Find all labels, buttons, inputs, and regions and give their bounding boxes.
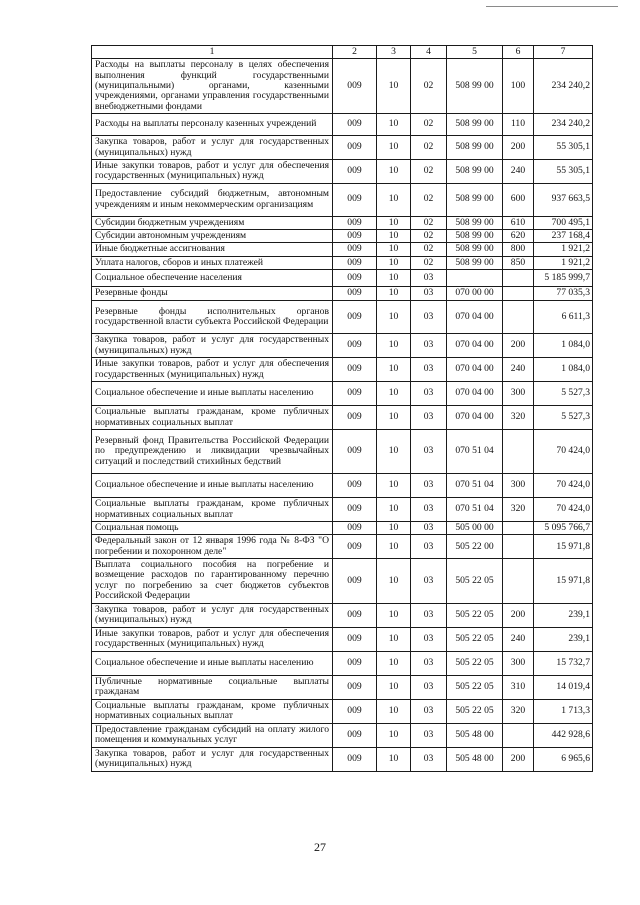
target-code: 505 22 00 [447, 535, 503, 559]
amount: 5 527,3 [534, 382, 593, 406]
expense-type-code: 240 [503, 159, 534, 183]
table-row [92, 301, 593, 334]
section-code: 10 [377, 723, 411, 747]
table-row [92, 159, 593, 183]
ministry-code: 009 [333, 382, 377, 406]
ministry-code: 009 [333, 535, 377, 559]
row-name: Иные закупки товаров, работ и услуг для обеспечения государственных (муниципальных) нужд [92, 358, 333, 382]
ministry-code: 009 [333, 675, 377, 699]
ministry-code: 009 [333, 59, 377, 114]
subsection-code: 03 [411, 301, 447, 334]
amount: 55 305,1 [534, 159, 593, 183]
ministry-code: 009 [333, 627, 377, 651]
ministry-code: 009 [333, 114, 377, 136]
table-row [92, 675, 593, 699]
subsection-code: 03 [411, 627, 447, 651]
expense-type-code [503, 522, 534, 535]
amount: 1 084,0 [534, 334, 593, 358]
expense-type-code: 320 [503, 699, 534, 723]
expense-type-code [503, 270, 534, 287]
amount: 1 921,2 [534, 243, 593, 256]
amount: 15 732,7 [534, 651, 593, 675]
section-code: 10 [377, 675, 411, 699]
section-code: 10 [377, 59, 411, 114]
target-code: 070 51 04 [447, 474, 503, 498]
subsection-code: 03 [411, 382, 447, 406]
row-name: Уплата налогов, сборов и иных платежей [92, 256, 333, 269]
subsection-code: 02 [411, 114, 447, 136]
ministry-code: 009 [333, 559, 377, 603]
section-code: 10 [377, 699, 411, 723]
row-name: Социальное обеспечение и иные выплаты населению [92, 382, 333, 406]
ministry-code: 009 [333, 723, 377, 747]
target-code: 070 04 00 [447, 382, 503, 406]
section-code: 10 [377, 406, 411, 430]
amount: 70 424,0 [534, 430, 593, 474]
target-code: 508 99 00 [447, 229, 503, 242]
expense-type-code: 320 [503, 498, 534, 522]
table-row [92, 114, 593, 136]
table-row [92, 256, 593, 269]
row-name: Социальное обеспечение населения [92, 270, 333, 287]
table-row [92, 334, 593, 358]
section-code: 10 [377, 243, 411, 256]
ministry-code: 009 [333, 498, 377, 522]
ministry-code: 009 [333, 406, 377, 430]
section-code: 10 [377, 559, 411, 603]
table-row [92, 474, 593, 498]
subsection-code: 03 [411, 699, 447, 723]
target-code: 070 00 00 [447, 287, 503, 301]
amount: 1 921,2 [534, 256, 593, 269]
amount: 239,1 [534, 627, 593, 651]
expense-type-code: 200 [503, 136, 534, 160]
row-name: Иные закупки товаров, работ и услуг для обеспечения государственных (муниципальных) нужд [92, 627, 333, 651]
row-name: Субсидии бюджетным учреждениям [92, 216, 333, 229]
section-code: 10 [377, 136, 411, 160]
section-code: 10 [377, 301, 411, 334]
table-row [92, 627, 593, 651]
ministry-code: 009 [333, 183, 377, 216]
ministry-code: 009 [333, 136, 377, 160]
target-code: 505 22 05 [447, 603, 503, 627]
ministry-code: 009 [333, 522, 377, 535]
expense-type-code: 200 [503, 747, 534, 771]
expense-type-code: 620 [503, 229, 534, 242]
ministry-code: 009 [333, 699, 377, 723]
amount: 70 424,0 [534, 474, 593, 498]
subsection-code: 02 [411, 243, 447, 256]
table-row [92, 183, 593, 216]
expense-type-code [503, 723, 534, 747]
top-rule [486, 6, 618, 7]
target-code: 508 99 00 [447, 114, 503, 136]
table-row [92, 498, 593, 522]
expense-type-code: 300 [503, 651, 534, 675]
table-row [92, 651, 593, 675]
expense-type-code: 310 [503, 675, 534, 699]
expense-type-code [503, 287, 534, 301]
subsection-code: 03 [411, 603, 447, 627]
section-code: 10 [377, 474, 411, 498]
table-row [92, 723, 593, 747]
amount: 1 713,3 [534, 699, 593, 723]
ministry-code: 009 [333, 216, 377, 229]
ministry-code: 009 [333, 243, 377, 256]
amount: 239,1 [534, 603, 593, 627]
subsection-code: 03 [411, 287, 447, 301]
row-name: Резервный фонд Правительства Российской Федерации по предупреждению и ликвидации чрезвычайных ситуаций и последствий стихийных бедствий [92, 430, 333, 474]
table-row [92, 358, 593, 382]
table-row [92, 699, 593, 723]
table-row [92, 287, 593, 301]
expense-type-code: 240 [503, 358, 534, 382]
table-row [92, 430, 593, 474]
subsection-code: 03 [411, 358, 447, 382]
table-row [92, 243, 593, 256]
subsection-code: 02 [411, 216, 447, 229]
table-row [92, 216, 593, 229]
subsection-code: 03 [411, 406, 447, 430]
subsection-code: 02 [411, 136, 447, 160]
subsection-code: 03 [411, 651, 447, 675]
target-code [447, 270, 503, 287]
row-name: Закупка товаров, работ и услуг для государственных (муниципальных) нужд [92, 747, 333, 771]
row-name: Закупка товаров, работ и услуг для государственных (муниципальных) нужд [92, 334, 333, 358]
ministry-code: 009 [333, 229, 377, 242]
expense-type-code [503, 430, 534, 474]
subsection-code: 02 [411, 59, 447, 114]
budget-table [91, 45, 593, 772]
target-code: 070 04 00 [447, 301, 503, 334]
amount: 15 971,8 [534, 559, 593, 603]
section-code: 10 [377, 287, 411, 301]
subsection-code: 03 [411, 535, 447, 559]
amount: 55 305,1 [534, 136, 593, 160]
header-row [92, 46, 593, 59]
target-code: 505 22 05 [447, 651, 503, 675]
section-code: 10 [377, 216, 411, 229]
ministry-code: 009 [333, 159, 377, 183]
expense-type-code: 850 [503, 256, 534, 269]
target-code: 508 99 00 [447, 183, 503, 216]
row-name: Социальное обеспечение и иные выплаты населению [92, 474, 333, 498]
row-name: Предоставление гражданам субсидий на оплату жилого помещения и коммунальных услуг [92, 723, 333, 747]
expense-type-code: 110 [503, 114, 534, 136]
expense-type-code: 300 [503, 382, 534, 406]
amount: 237 168,4 [534, 229, 593, 242]
row-name: Публичные нормативные социальные выплаты гражданам [92, 675, 333, 699]
column-number: 4 [411, 46, 447, 59]
amount: 700 495,1 [534, 216, 593, 229]
row-name: Социальные выплаты гражданам, кроме публичных нормативных социальных выплат [92, 498, 333, 522]
expense-type-code [503, 535, 534, 559]
row-name: Расходы на выплаты персоналу казенных учреждений [92, 114, 333, 136]
expense-type-code: 200 [503, 603, 534, 627]
table-row [92, 229, 593, 242]
target-code: 508 99 00 [447, 59, 503, 114]
table-row [92, 747, 593, 771]
ministry-code: 009 [333, 287, 377, 301]
subsection-code: 03 [411, 334, 447, 358]
amount: 14 019,4 [534, 675, 593, 699]
section-code: 10 [377, 159, 411, 183]
ministry-code: 009 [333, 358, 377, 382]
table-row [92, 406, 593, 430]
subsection-code: 03 [411, 270, 447, 287]
subsection-code: 02 [411, 229, 447, 242]
target-code: 505 22 05 [447, 559, 503, 603]
subsection-code: 03 [411, 474, 447, 498]
subsection-code: 02 [411, 159, 447, 183]
amount: 15 971,8 [534, 535, 593, 559]
row-name: Социальное обеспечение и иные выплаты населению [92, 651, 333, 675]
amount: 77 035,3 [534, 287, 593, 301]
table-row [92, 136, 593, 160]
subsection-code: 03 [411, 747, 447, 771]
target-code: 070 51 04 [447, 430, 503, 474]
row-name: Резервные фонды [92, 287, 333, 301]
row-name: Закупка товаров, работ и услуг для государственных (муниципальных) нужд [92, 136, 333, 160]
table-row [92, 559, 593, 603]
table-row [92, 382, 593, 406]
target-code: 508 99 00 [447, 216, 503, 229]
expense-type-code [503, 559, 534, 603]
section-code: 10 [377, 256, 411, 269]
section-code: 10 [377, 229, 411, 242]
row-name: Резервные фонды исполнительных органов государственной власти субъекта Российской Федерации [92, 301, 333, 334]
expense-type-code: 240 [503, 627, 534, 651]
amount: 5 185 999,7 [534, 270, 593, 287]
expense-type-code [503, 301, 534, 334]
amount: 70 424,0 [534, 498, 593, 522]
subsection-code: 03 [411, 559, 447, 603]
amount: 234 240,2 [534, 114, 593, 136]
expense-type-code: 600 [503, 183, 534, 216]
table-row [92, 270, 593, 287]
row-name: Расходы на выплаты персоналу в целях обеспечения выполнения функций государственными (муниципальными) органами, казенными учреждениями, органами управления государственными внебюджетными фондами [92, 59, 333, 114]
ministry-code: 009 [333, 256, 377, 269]
ministry-code: 009 [333, 747, 377, 771]
amount: 234 240,2 [534, 59, 593, 114]
section-code: 10 [377, 183, 411, 216]
subsection-code: 03 [411, 723, 447, 747]
column-number: 5 [447, 46, 503, 59]
section-code: 10 [377, 498, 411, 522]
row-name: Социальные выплаты гражданам, кроме публичных нормативных социальных выплат [92, 699, 333, 723]
column-number: 6 [503, 46, 534, 59]
amount: 937 663,5 [534, 183, 593, 216]
section-code: 10 [377, 651, 411, 675]
section-code: 10 [377, 270, 411, 287]
subsection-code: 02 [411, 256, 447, 269]
subsection-code: 03 [411, 498, 447, 522]
subsection-code: 03 [411, 430, 447, 474]
target-code: 070 04 00 [447, 358, 503, 382]
section-code: 10 [377, 747, 411, 771]
ministry-code: 009 [333, 474, 377, 498]
expense-type-code: 610 [503, 216, 534, 229]
table-row [92, 535, 593, 559]
amount: 5 095 766,7 [534, 522, 593, 535]
table-row [92, 522, 593, 535]
row-name: Федеральный закон от 12 января 1996 года № 8-ФЗ "О погребении и похоронном деле" [92, 535, 333, 559]
target-code: 505 48 00 [447, 747, 503, 771]
section-code: 10 [377, 114, 411, 136]
ministry-code: 009 [333, 301, 377, 334]
ministry-code: 009 [333, 603, 377, 627]
section-code: 10 [377, 522, 411, 535]
column-number: 7 [534, 46, 593, 59]
column-number: 2 [333, 46, 377, 59]
table-row [92, 603, 593, 627]
target-code: 505 22 05 [447, 627, 503, 651]
section-code: 10 [377, 430, 411, 474]
amount: 442 928,6 [534, 723, 593, 747]
target-code: 505 22 05 [447, 675, 503, 699]
target-code: 505 00 00 [447, 522, 503, 535]
target-code: 070 51 04 [447, 498, 503, 522]
expense-type-code: 100 [503, 59, 534, 114]
target-code: 070 04 00 [447, 334, 503, 358]
row-name: Закупка товаров, работ и услуг для государственных (муниципальных) нужд [92, 603, 333, 627]
row-name: Социальные выплаты гражданам, кроме публичных нормативных социальных выплат [92, 406, 333, 430]
target-code: 505 22 05 [447, 699, 503, 723]
row-name: Субсидии автономным учреждениям [92, 229, 333, 242]
section-code: 10 [377, 358, 411, 382]
amount: 5 527,3 [534, 406, 593, 430]
row-name: Иные закупки товаров, работ и услуг для обеспечения государственных (муниципальных) нужд [92, 159, 333, 183]
ministry-code: 009 [333, 334, 377, 358]
target-code: 505 48 00 [447, 723, 503, 747]
subsection-code: 03 [411, 675, 447, 699]
expense-type-code: 320 [503, 406, 534, 430]
subsection-code: 02 [411, 183, 447, 216]
amount: 6 611,3 [534, 301, 593, 334]
row-name: Социальная помощь [92, 522, 333, 535]
row-name: Предоставление субсидий бюджетным, автономным учреждениям и иным некоммерческим организациям [92, 183, 333, 216]
target-code: 508 99 00 [447, 159, 503, 183]
section-code: 10 [377, 535, 411, 559]
expense-type-code: 200 [503, 334, 534, 358]
ministry-code: 009 [333, 430, 377, 474]
expense-type-code: 800 [503, 243, 534, 256]
expense-type-code: 300 [503, 474, 534, 498]
target-code: 508 99 00 [447, 136, 503, 160]
target-code: 508 99 00 [447, 256, 503, 269]
section-code: 10 [377, 382, 411, 406]
row-name: Иные бюджетные ассигнования [92, 243, 333, 256]
target-code: 070 04 00 [447, 406, 503, 430]
row-name: Выплата социального пособия на погребение и возмещение расходов по гарантированному перечню услуг по погребению за счет бюджетов субъектов Российской Федерации [92, 559, 333, 603]
page-number: 27 [314, 840, 326, 854]
amount: 6 965,6 [534, 747, 593, 771]
ministry-code: 009 [333, 270, 377, 287]
target-code: 508 99 00 [447, 243, 503, 256]
section-code: 10 [377, 334, 411, 358]
table-row [92, 59, 593, 114]
ministry-code: 009 [333, 651, 377, 675]
column-number: 1 [92, 46, 333, 59]
amount: 1 084,0 [534, 358, 593, 382]
section-code: 10 [377, 627, 411, 651]
column-number: 3 [377, 46, 411, 59]
subsection-code: 03 [411, 522, 447, 535]
section-code: 10 [377, 603, 411, 627]
